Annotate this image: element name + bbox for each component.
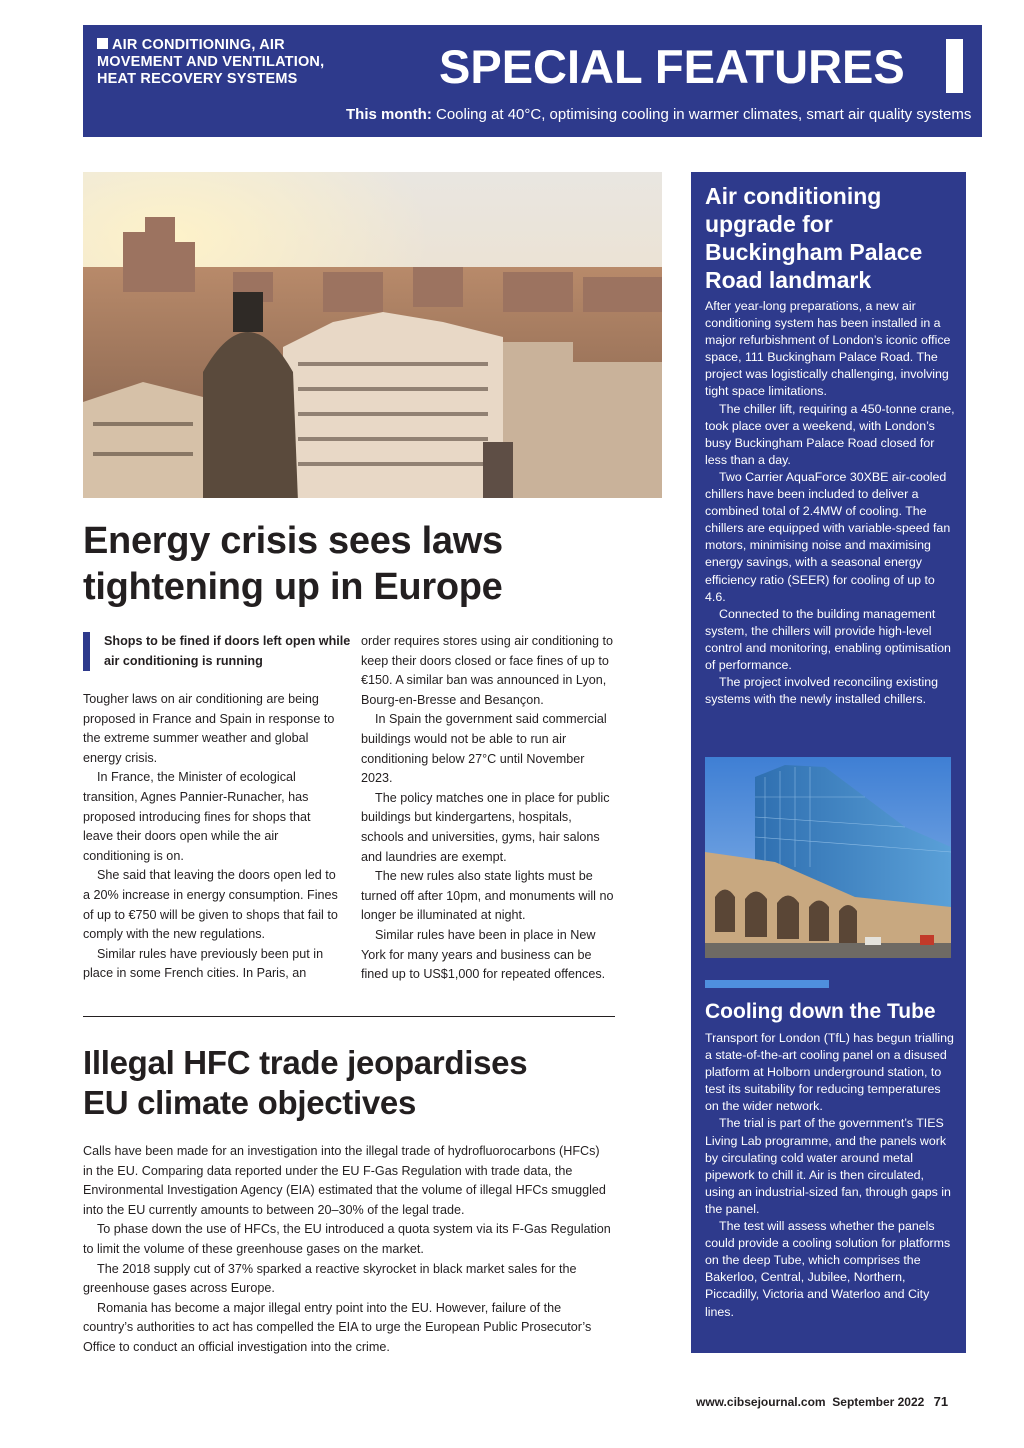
paragraph: Romania has become a major illegal entry point into the EU. However, failure of the country’s authorities to act has compelled the EIA to urge the European Public Prosecutor’s Office to conduct an official investigation into the crime. [83,1300,592,1354]
section-banner [83,25,982,137]
paragraph: The chiller lift, requiring a 450-tonne crane, took place over a weekend, with London’s busy Buckingham Palace Road closed for less than a day. [705,401,955,467]
page-title: SPECIAL FEATURES [439,40,905,93]
this-month-text: Cooling at 40°C, optimising cooling in warmer climates, smart air quality systems [431,106,972,123]
paragraph: The trial is part of the government’s TIES Living Lab programme, and the panels work by circulating cold water around metal pipework to chill it. Air is then circulated, using an industrial-sized fan, through gaps in the panel. [705,1116,951,1216]
this-month-line [346,106,971,123]
paragraph: Similar rules have been in place in New York for many years and business can be fined up to US$1,000 for repeated offences. [361,927,606,982]
paragraph: To phase down the use of HFCs, the EU introduced a quota system via its F-Gas Regulation to limit the volume of these greenhouse gases on the market. [83,1222,611,1256]
sidebar-title-tube: Cooling down the Tube [705,1000,936,1023]
article-column-1 [83,690,341,984]
title-bar-decoration [946,39,963,93]
paragraph: Transport for London (TfL) has begun trialling a state-of-the-art cooling panel on a disused platform at Holborn underground station, to test its suitability for reducing temperatures on the wider network. [705,1031,954,1114]
article-title-energy-crisis: Energy crisis sees laws tightening up in Europe [83,520,503,608]
paragraph: The 2018 supply cut of 37% sparked a reactive skyrocket in black market sales for the greenhouse gases across Europe. [83,1261,577,1296]
paragraph: Calls have been made for an investigation into the illegal trade of hydrofluorocarbons (HFCs) in the EU. Comparing data reported under the EU F-Gas Regulation with trade data, the Environmental Investigation Agency (EIA) estimated that the volume of illegal HFCs smuggled into the EU currently amounts to between 20–30% of the legal trade. [83,1144,606,1217]
sidebar-body-tube [705,1030,957,1321]
paragraph: In France, the Minister of ecological transition, Agnes Pannier-Runacher, has proposed introducing fines for shops that leave their doors open while the air conditioning is on. [83,770,311,863]
paragraph: She said that leaving the doors open led to a 20% increase in energy consumption. Fines of up to €750 will be given to shops that fail to comply with the new regulations. [83,868,338,942]
sidebar-body-buckingham [705,298,957,708]
article-column-2 [361,632,617,985]
paragraph: Connected to the building management system, the chillers will provide high-level control and monitoring, enabling optimisation of performance. [705,606,951,672]
section-label [97,37,327,88]
paragraph: After year-long preparations, a new air conditioning system has been installed in a major refurbishment of London’s iconic office space, 111 Buckingham Palace Road. The project was logistically challenging, involving tight space limitations. [705,299,951,399]
article2-body [83,1142,611,1358]
square-bullet-icon [97,38,108,49]
paragraph: The project involved reconciling existing systems with the newly installed chillers. [705,675,939,707]
paragraph: Two Carrier AquaForce 30XBE air-cooled chillers have been included to deliver a combined total of 2.4MW of cooling. The chillers are equipped with variable-speed fan motors, minimising noise and maximising energy savings, with a seasonal energy efficiency ratio (SEER) for cooling of up to 4.6. [705,469,951,604]
page-footer [696,1394,948,1409]
article-standfirst: Shops to be fined if doors left open while air conditioning is running [83,632,364,671]
madrid-city-photo [83,172,662,498]
article-title-illegal-hfc: Illegal HFC trade jeopardises EU climate objectives [83,1044,528,1121]
paragraph: The new rules also state lights must be turned off after 10pm, and monuments will no longer be illuminated at night. [361,869,614,923]
sidebar-title-buckingham: Air conditioning upgrade for Buckingham Palace Road landmark [705,183,923,293]
buckingham-palace-road-photo [705,757,951,958]
section-divider [83,1016,615,1017]
paragraph: Tougher laws on air conditioning are being proposed in France and Spain in response to the extreme summer weather and global energy crisis. [83,692,335,765]
paragraph: Similar rules have previously been put in place in some French cities. In Paris, an [83,946,324,981]
paragraph: The policy matches one in place for public buildings but kindergartens, hospitals, schools and universities, gyms, hair salons and laundries are exempt. [361,790,610,864]
page-number: 71 [933,1394,949,1409]
this-month-label: This month: [346,106,432,123]
paragraph: The test will assess whether the panels could provide a cooling solution for platforms on the deep Tube, which comprises the Bakerloo, Central, Jubilee, Northern, Piccadilly, Victoria and Waterloo and City lines. [705,1219,951,1319]
sidebar-accent-bar [705,980,829,988]
footer-website: www.cibsejournal.com [696,1395,826,1409]
footer-date: September 2022 [832,1395,925,1409]
paragraph: In Spain the government said commercial buildings would not be able to run air conditioning below 27°C until November 2023. [361,712,607,786]
paragraph: order requires stores using air conditioning to keep their doors closed or face fines of up to €150. A similar ban was announced in Lyon, Bourg-en-Bresse and Besançon. [361,634,614,707]
news-sidebar [691,172,966,1353]
section-label-text: AIR CONDITIONING, AIR MOVEMENT AND VENTILATION, HEAT RECOVERY SYSTEMS [97,37,325,87]
